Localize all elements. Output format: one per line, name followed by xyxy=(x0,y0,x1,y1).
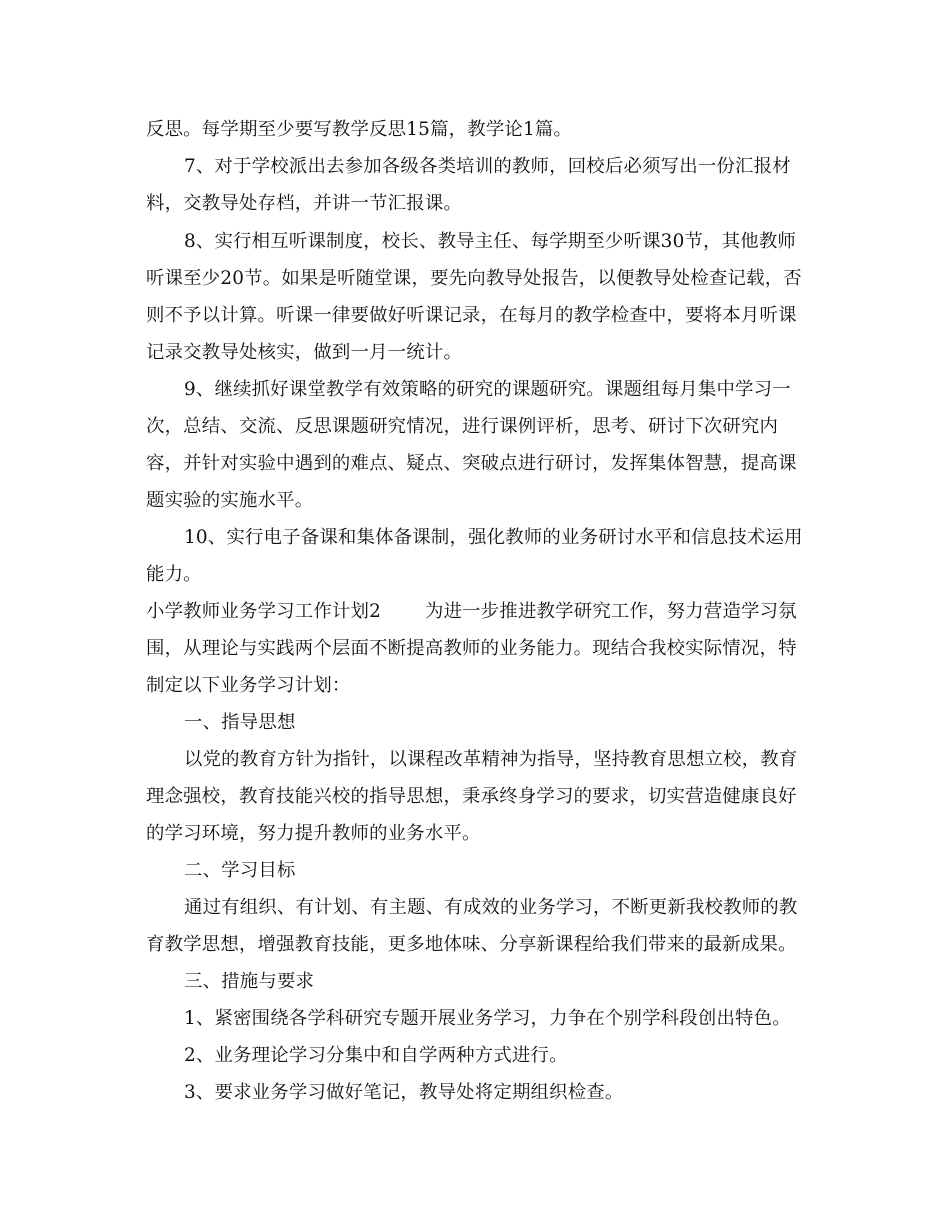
section-heading: 一、指导思想 xyxy=(184,712,296,733)
text-line: 育教学思想，增强教育技能，更多地体味、分享新课程给我们带来的最新成果。 xyxy=(146,934,797,955)
text-line: 料，交教导处存档，并讲一节汇报课。 xyxy=(146,193,463,214)
text-line: 8、实行相互听课制度，校长、教导主任、每学期至少听课30节，其他教师 xyxy=(184,231,797,252)
intro-text: 为进一步推进教学研究工作，努力营造学习氛 xyxy=(425,601,797,622)
plan-title: 小学教师业务学习工作计划2 xyxy=(146,601,381,622)
text-line: 则不予以计算。听课一律要做好听课记录，在每月的教学检查中，要将本月听课 xyxy=(146,305,797,326)
text-line: 1、紧密围绕各学科研究专题开展业务学习，力争在个别学科段创出特色。 xyxy=(184,1008,791,1029)
text-line: 能力。 xyxy=(146,564,202,585)
text-line: 制定以下业务学习计划： xyxy=(146,675,351,696)
section-heading-line xyxy=(146,600,797,624)
text-line: 通过有组织、有计划、有主题、有成效的业务学习，不断更新我校教师的教 xyxy=(184,897,798,918)
text-line: 听课至少20节。如果是听随堂课，要先向教导处报告，以便教导处检查记载，否 xyxy=(146,268,802,289)
text-line: 10、实行电子备课和集体备课制，强化教师的业务研讨水平和信息技术运用 xyxy=(184,527,803,548)
text-line: 9、继续抓好课堂教学有效策略的研究的课题研究。课题组每月集中学习一 xyxy=(184,379,791,400)
text-line: 2、业务理论学习分集中和自学两种方式进行。 xyxy=(184,1045,568,1066)
text-line: 3、要求业务学习做好笔记，教导处将定期组织检查。 xyxy=(184,1082,624,1103)
section-heading: 二、学习目标 xyxy=(184,860,296,881)
text-line: 7、对于学校派出去参加各级各类培训的教师，回校后必须写出一份汇报材 xyxy=(184,156,791,177)
text-line: 次，总结、交流、反思课题研究情况，进行课例评析，思考、研讨下次研究内 xyxy=(146,416,779,437)
text-line: 反思。每学期至少要写教学反思15篇，教学论1篇。 xyxy=(146,119,573,140)
text-line: 题实验的实施水平。 xyxy=(146,490,314,511)
text-line: 围，从理论与实践两个层面不断提高教师的业务能力。现结合我校实际情况，特 xyxy=(146,638,797,659)
section-heading: 三、措施与要求 xyxy=(184,971,315,992)
text-line: 的学习环境，努力提升教师的业务水平。 xyxy=(146,823,481,844)
text-line: 记录交教导处核实，做到一月一统计。 xyxy=(146,342,463,363)
text-line: 理念强校，教育技能兴校的指导思想，秉承终身学习的要求，切实营造健康良好 xyxy=(146,786,797,807)
text-line: 以党的教育方针为指针，以课程改革精神为指导，坚持教育思想立校，教育 xyxy=(184,749,798,770)
text-line: 容，并针对实验中遇到的难点、疑点、突破点进行研讨，发挥集体智慧，提高课 xyxy=(146,453,797,474)
